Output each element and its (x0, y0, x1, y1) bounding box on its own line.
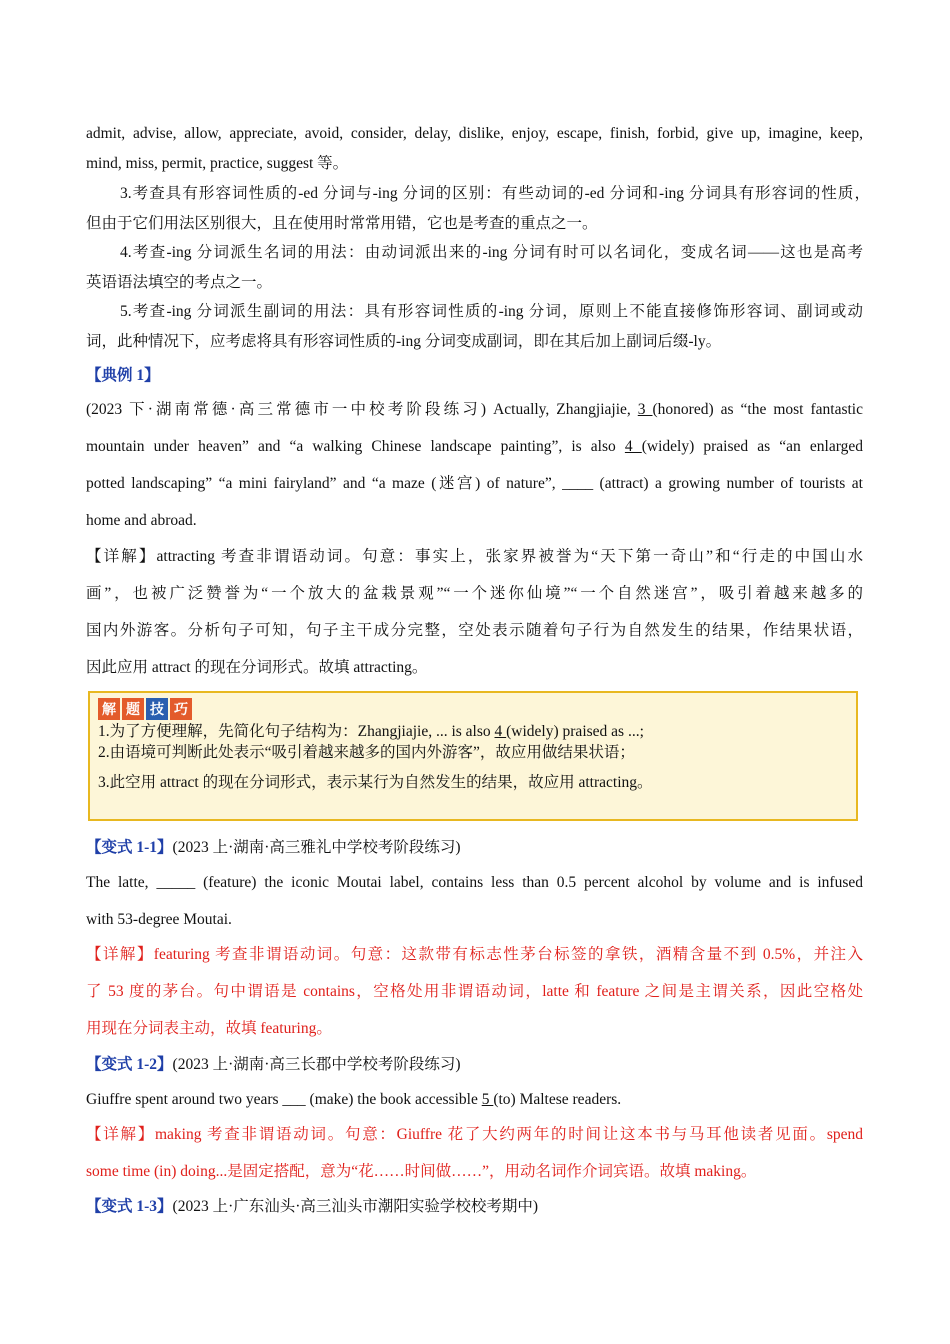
variant-1-1-detail-3: 用现在分词表主动，故填 featuring。 (86, 1020, 332, 1037)
tips-badge-3: 技 (146, 698, 168, 720)
variant-1-2-heading (86, 1055, 461, 1075)
example-1-line-2: mountain under heaven” and “a walking Chinese landscape painting”, is also 4 (widely) praised as “an enlarged (86, 438, 864, 455)
blank-5: 5 (481, 1091, 494, 1108)
example-1-heading: 【典例 1】 (86, 367, 160, 384)
example-1-line-4: home and abroad. (86, 512, 197, 529)
point-5-line-2: 词，此种情况下，应考虑将具有形容词性质的-ing 分词变成副词，即在其后加上副词后缀-ly。 (86, 333, 722, 350)
example-1-line-1: (2023 下·湖南常德·高三常德市一中校考阶段练习) Actually, Zhangjiajie, 3 (honored) as “the most fantastic (86, 401, 863, 418)
tip-blank-4: 4 (494, 723, 507, 740)
tips-badge-1: 解 (98, 698, 120, 720)
variant-1-1-question-1: The latte, _____ (feature) the iconic Moutai label, contains less than 0.5 percent alcohol by volume and is infused (86, 874, 863, 891)
variant-1-2-source: (2023 上·湖南·高三长郡中学校考阶段练习) (172, 1056, 461, 1073)
variant-1-1-source: (2023 上·湖南·高三雅礼中学校考阶段练习) (172, 839, 461, 856)
point-3-line-1: 3.考查具有形容词性质的-ed 分词与-ing 分词的区别：有些动词的-ed 分词和-ing 分词具有形容词的性质， (120, 185, 870, 202)
variant-1-2-detail-2: some time (in) doing...是固定搭配，意为“花……时间做……”，用动名词作介词宾语。故填 making。 (86, 1163, 757, 1180)
tips-badges (98, 698, 192, 720)
blank-3: 3 (637, 401, 653, 418)
tips-badge-4: 巧 (170, 698, 192, 720)
point-4-line-1: 4.考查-ing 分词派生名词的用法：由动词派出来的-ing 分词有时可以名词化，变成名词——这也是高考 (120, 244, 863, 261)
tip-1: 1.为了方便理解，先简化句子结构为：Zhangjiajie, ... is also 4 (widely) praised as ...; (98, 723, 644, 740)
example-1-detail-4: 因此应用 attract 的现在分词形式。故填 attracting。 (86, 659, 428, 676)
blank-4: 4 (624, 438, 642, 455)
example-1-detail-2: 画”，也被广泛赞誉为“一个放大的盆栽景观”“一个迷你仙境”“一个自然迷宫”，吸引着越来越多的 (86, 585, 863, 602)
variant-1-2-tag: 【变式 1-2】 (86, 1056, 173, 1073)
variant-1-1-tag: 【变式 1-1】 (86, 839, 173, 856)
tips-badge-2: 题 (122, 698, 144, 720)
point-3-line-2: 但由于它们用法区别很大，且在使用时常常用错，它也是考查的重点之一。 (86, 215, 598, 232)
tip-3: 3.此空用 attract 的现在分词形式，表示某行为自然发生的结果，故应用 attracting。 (98, 774, 653, 791)
example-1-detail-3: 国内外游客。分析句子可知，句子主干成分完整，空处表示随着句子行为自然发生的结果，作结果状语， (86, 622, 863, 639)
variant-1-2-detail-1: 【详解】making 考查非谓语动词。句意：Giuffre 花了大约两年的时间让这本书与马耳他读者见面。spend (86, 1126, 863, 1143)
variant-1-3-tag: 【变式 1-3】 (86, 1198, 173, 1215)
tip-2: 2.由语境可判断此处表示“吸引着越来越多的国内外游客”，故应用做结果状语； (98, 744, 635, 761)
point-5-line-1: 5.考查-ing 分词派生副词的用法：具有形容词性质的-ing 分词，原则上不能直接修饰形容词、副词或动 (120, 303, 863, 320)
variant-1-1-detail-2: 了 53 度的茅台。句中谓语是 contains，空格处用非谓语动词，latte 和 feature 之间是主谓关系，因此空格处 (86, 983, 863, 1000)
point-4-line-2: 英语语法填空的考点之一。 (86, 274, 273, 291)
variant-1-1-detail-1: 【详解】featuring 考查非谓语动词。句意：这款带有标志性茅台标签的拿铁，酒精含量不到 0.5%，并注入 (86, 946, 863, 963)
example-1-line-3: potted landscaping” “a mini fairyland” and “a maze (迷宫) of nature”, ____ (attract) a growing number of tourists at (86, 475, 863, 492)
variant-1-2-question: Giuffre spent around two years ___ (make) the book accessible 5 (to) Maltese readers. (86, 1091, 622, 1108)
variant-1-3-heading (86, 1197, 538, 1217)
variant-1-3-source: (2023 上·广东汕头·高三汕头市潮阳实验学校校考期中) (172, 1198, 539, 1215)
variant-1-1-heading (86, 838, 461, 858)
blank-attract: ____ (562, 475, 594, 492)
variant-1-1-question-2: with 53-degree Moutai. (86, 911, 232, 928)
example-1-detail-1: 【详解】attracting 考查非谓语动词。句意：事实上，张家界被誉为“天下第一奇山”和“行走的中国山水 (86, 548, 863, 565)
intro-line-1: admit, advise, allow, appreciate, avoid, consider, delay, dislike, enjoy, escape, finish, forbid, give up, imagine, keep, (86, 125, 863, 142)
intro-line-2: mind, miss, permit, practice, suggest 等。 (86, 155, 349, 172)
